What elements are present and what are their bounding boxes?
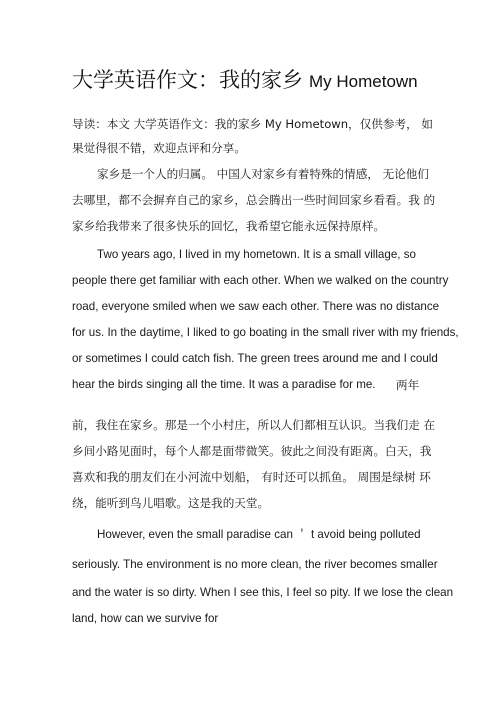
paragraph-4-line-2: seriously. The environment is no more clean, the river becomes smaller <box>72 558 438 571</box>
intro-line-1: 导读：本文 大学英语作文：我的家乡 My Hometown，仅供参考， 如 <box>72 117 433 131</box>
document-title <box>72 66 452 96</box>
paragraph-1-line-2: 去哪里，都不会摒弃自己的家乡，总会腾出一些时间回家乡看看。我 的 <box>72 193 436 207</box>
paragraph-4-line-1: However, even the small paradise can ＇ t avoid being polluted <box>97 528 421 541</box>
title-english: My Hometown <box>309 72 418 91</box>
paragraph-3-line-1: 前，我住在家乡。那是一个小村庄，所以人们都相互认识。当我们走 在 <box>72 418 436 432</box>
paragraph-1-line-1: 家乡是一个人的归属。 中国人对家乡有着特殊的情感， 无论他们 <box>97 167 429 181</box>
paragraph-2-line-5: or sometimes I could catch fish. The green trees around me and I could <box>72 352 438 365</box>
title-chinese: 大学英语作文：我的家乡 <box>72 68 303 92</box>
paragraph-2-line-3: road, everyone smiled when we saw each other. There was no distance <box>72 300 440 313</box>
intro-line-2: 果觉得很不错，欢迎点评和分享。 <box>72 141 246 155</box>
paragraph-4-line-3: and the water is so dirty. When I see this, I feel so pity. If we lose the clean <box>72 586 454 599</box>
paragraph-2-line-2: people there get familiar with each other. When we walked on the country <box>72 274 449 287</box>
paragraph-1-line-3: 家乡给我带来了很多快乐的回忆，我希望它能永远保持原样。 <box>72 219 386 233</box>
paragraph-3-line-3: 喜欢和我的朋友们在小河流中划船， 有时还可以抓鱼。 周围是绿树 环 <box>72 470 431 484</box>
paragraph-2-trailing-cn: 两年 <box>396 378 420 392</box>
paragraph-2-line-4: for us. In the daytime, I liked to go boating in the small river with my friends, <box>72 326 459 339</box>
paragraph-3-line-2: 乡间小路见面时，每个人都是面带微笑。彼此之间没有距离。白天，我 <box>72 444 432 458</box>
paragraph-3-line-4: 绕，能听到鸟儿唱歌。这是我的天堂。 <box>72 496 270 510</box>
paragraph-2-line-6: hear the birds singing all the time. It was a paradise for me. <box>72 378 376 391</box>
paragraph-4-line-4: land, how can we survive for <box>72 612 219 625</box>
paragraph-2-line-1: Two years ago, I lived in my hometown. It is a small village, so <box>97 248 416 261</box>
